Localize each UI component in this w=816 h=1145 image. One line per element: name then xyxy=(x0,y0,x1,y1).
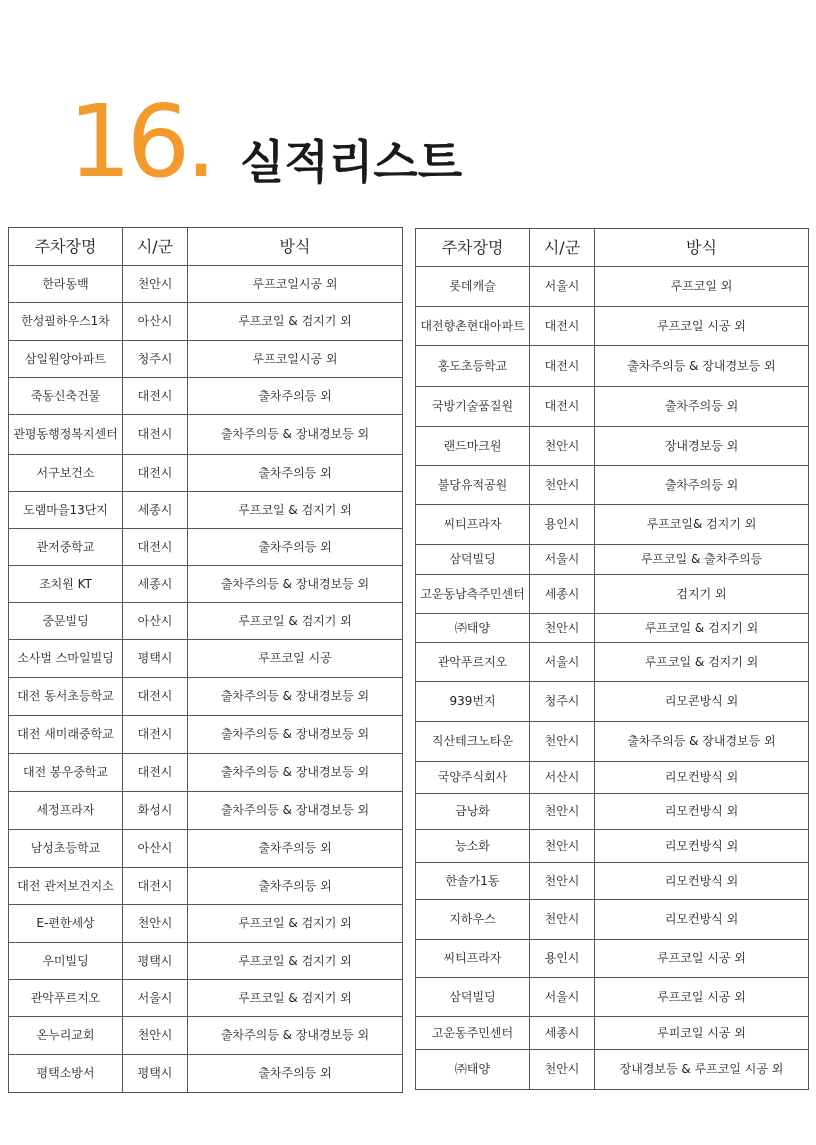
cell-method: 출차주의등 & 장내경보등 외 xyxy=(188,754,403,792)
table-row xyxy=(416,427,809,466)
cell-method: 루프코일 & 검지기 외 xyxy=(188,492,403,529)
cell-method: 루프코일& 검지기 외 xyxy=(595,505,809,545)
cell-city: 세종시 xyxy=(123,492,188,529)
cell-city: 천안시 xyxy=(530,1050,595,1090)
cell-parking-name: 남성초등학교 xyxy=(9,830,123,868)
cell-method: 출차주의등 & 장내경보등 외 xyxy=(595,722,809,762)
cell-parking-name: 관평동행정복지센터 xyxy=(9,415,123,455)
table-row xyxy=(9,868,403,905)
cell-city: 대전시 xyxy=(123,378,188,415)
page-title: 실적리스트 xyxy=(240,135,463,189)
table-row xyxy=(416,307,809,346)
table-row xyxy=(416,978,809,1017)
cell-city: 천안시 xyxy=(530,794,595,830)
cell-parking-name: 롯데캐슬 xyxy=(416,267,530,307)
table-row xyxy=(9,640,403,678)
cell-city: 천안시 xyxy=(530,830,595,863)
cell-parking-name: 관악푸르지오 xyxy=(9,980,123,1017)
table-row xyxy=(416,900,809,940)
cell-method: 장내경보등 외 xyxy=(595,427,809,466)
cell-city: 평택시 xyxy=(123,943,188,980)
cell-city: 천안시 xyxy=(530,466,595,505)
cell-method: 출차주의등 외 xyxy=(595,466,809,505)
cell-method: 루프코일 시공 외 xyxy=(595,978,809,1017)
cell-method: 출차주의등 & 장내경보등 외 xyxy=(188,1017,403,1055)
cell-city: 천안시 xyxy=(530,863,595,900)
column-header-parking-name: 주차장명 xyxy=(9,228,123,266)
cell-method: 출차주의등 외 xyxy=(188,455,403,492)
cell-city: 천안시 xyxy=(530,722,595,762)
cell-parking-name: ㈜태양 xyxy=(416,1050,530,1090)
cell-method: 출차주의등 & 장내경보등 외 xyxy=(595,346,809,387)
cell-method: 루프코일 시공 외 xyxy=(595,940,809,978)
cell-city: 아산시 xyxy=(123,603,188,640)
table-row xyxy=(416,575,809,614)
results-table-right xyxy=(415,228,809,1090)
column-header-parking-name: 주차장명 xyxy=(416,229,530,267)
cell-city: 아산시 xyxy=(123,830,188,868)
cell-parking-name: 국양주식회사 xyxy=(416,762,530,794)
cell-city: 천안시 xyxy=(123,905,188,943)
cell-city: 대전시 xyxy=(123,868,188,905)
table-row xyxy=(416,545,809,575)
table-row xyxy=(9,603,403,640)
cell-method: 루프코일 시공 외 xyxy=(595,307,809,346)
cell-parking-name: 조치원 KT xyxy=(9,566,123,603)
table-row xyxy=(9,1055,403,1093)
cell-parking-name: 씨티프라자 xyxy=(416,940,530,978)
column-header-method: 방식 xyxy=(188,228,403,266)
cell-method: 루프코일 & 검지기 외 xyxy=(188,603,403,640)
cell-method: 리모컨방식 외 xyxy=(595,900,809,940)
table-row xyxy=(9,792,403,830)
cell-city: 대전시 xyxy=(530,346,595,387)
table-row xyxy=(416,830,809,863)
cell-city: 대전시 xyxy=(123,415,188,455)
table-row xyxy=(416,505,809,545)
cell-city: 세종시 xyxy=(530,1017,595,1050)
cell-parking-name: 씨티프라자 xyxy=(416,505,530,545)
cell-method: 루프코일 & 출차주의등 xyxy=(595,545,809,575)
table-row xyxy=(9,415,403,455)
cell-city: 청주시 xyxy=(123,341,188,378)
cell-parking-name: 고운동주민센터 xyxy=(416,1017,530,1050)
cell-method: 출차주의등 외 xyxy=(188,529,403,566)
table-row xyxy=(9,341,403,378)
table-row xyxy=(416,267,809,307)
cell-parking-name: 관악푸르지오 xyxy=(416,643,530,682)
cell-city: 대전시 xyxy=(123,529,188,566)
table-row xyxy=(9,980,403,1017)
cell-method: 장내경보등 & 루프코일 시공 외 xyxy=(595,1050,809,1090)
cell-city: 용인시 xyxy=(530,505,595,545)
cell-method: 출차주의등 & 장내경보등 외 xyxy=(188,792,403,830)
cell-parking-name: 939번지 xyxy=(416,682,530,722)
table-row xyxy=(416,682,809,722)
cell-parking-name: 대전향촌현대아파트 xyxy=(416,307,530,346)
cell-city: 천안시 xyxy=(530,614,595,643)
cell-city: 청주시 xyxy=(530,682,595,722)
cell-parking-name: 한솔가1동 xyxy=(416,863,530,900)
cell-city: 세종시 xyxy=(123,566,188,603)
cell-parking-name: 서구보건소 xyxy=(9,455,123,492)
cell-parking-name: 도램마을13단지 xyxy=(9,492,123,529)
column-header-method: 방식 xyxy=(595,229,809,267)
cell-parking-name: 능소화 xyxy=(416,830,530,863)
cell-city: 대전시 xyxy=(530,387,595,427)
table-row xyxy=(416,1017,809,1050)
cell-city: 용인시 xyxy=(530,940,595,978)
table-row xyxy=(416,863,809,900)
cell-city: 천안시 xyxy=(123,1017,188,1055)
cell-city: 평택시 xyxy=(123,640,188,678)
cell-parking-name: 대전 새미래중학교 xyxy=(9,716,123,754)
cell-method: 리모콘방식 외 xyxy=(595,682,809,722)
table-row xyxy=(416,614,809,643)
cell-city: 서울시 xyxy=(530,545,595,575)
cell-parking-name: 온누리교회 xyxy=(9,1017,123,1055)
table-row xyxy=(9,378,403,415)
cell-method: 루피코일 시공 외 xyxy=(595,1017,809,1050)
table-row xyxy=(9,830,403,868)
cell-city: 대전시 xyxy=(123,716,188,754)
cell-method: 루프코일 & 검지기 외 xyxy=(595,643,809,682)
cell-parking-name: 삼덕빌딩 xyxy=(416,545,530,575)
cell-city: 대전시 xyxy=(123,754,188,792)
results-table-left xyxy=(8,227,403,1093)
cell-parking-name: 국방기술품질원 xyxy=(416,387,530,427)
table-row xyxy=(416,1050,809,1090)
table-row xyxy=(416,387,809,427)
cell-parking-name: 평택소방서 xyxy=(9,1055,123,1093)
cell-parking-name: 대전 동서초등학교 xyxy=(9,678,123,716)
table-row xyxy=(9,266,403,303)
table-row xyxy=(9,905,403,943)
cell-method: 출차주의등 외 xyxy=(188,1055,403,1093)
cell-parking-name: 소사벌 스마일빌딩 xyxy=(9,640,123,678)
table-row xyxy=(9,943,403,980)
table-row xyxy=(9,678,403,716)
cell-method: 루프코일 & 검지기 외 xyxy=(188,943,403,980)
cell-method: 루프코일 시공 xyxy=(188,640,403,678)
cell-city: 아산시 xyxy=(123,303,188,341)
cell-parking-name: 대전 관저보건지소 xyxy=(9,868,123,905)
cell-city: 천안시 xyxy=(123,266,188,303)
table-row xyxy=(9,1017,403,1055)
cell-city: 천안시 xyxy=(530,427,595,466)
cell-city: 세종시 xyxy=(530,575,595,614)
cell-method: 리모컨방식 외 xyxy=(595,794,809,830)
table-header-row xyxy=(416,229,809,267)
cell-method: 출차주의등 외 xyxy=(595,387,809,427)
cell-method: 루프코일 & 검지기 외 xyxy=(188,905,403,943)
cell-parking-name: 홍도초등학교 xyxy=(416,346,530,387)
cell-parking-name: 한라동백 xyxy=(9,266,123,303)
cell-parking-name: 지하우스 xyxy=(416,900,530,940)
table-row xyxy=(416,794,809,830)
cell-parking-name: 삼덕빌딩 xyxy=(416,978,530,1017)
cell-method: 출차주의등 & 장내경보등 외 xyxy=(188,716,403,754)
table-row xyxy=(9,529,403,566)
cell-city: 화성시 xyxy=(123,792,188,830)
cell-parking-name: 세정프라자 xyxy=(9,792,123,830)
page-number: 16. xyxy=(68,83,213,200)
cell-city: 서울시 xyxy=(530,643,595,682)
cell-method: 리모컨방식 외 xyxy=(595,830,809,863)
table-row xyxy=(416,762,809,794)
cell-method: 출차주의등 외 xyxy=(188,830,403,868)
cell-method: 루프코일 & 검지기 외 xyxy=(188,980,403,1017)
cell-city: 대전시 xyxy=(123,455,188,492)
cell-city: 서산시 xyxy=(530,762,595,794)
cell-parking-name: 삼일원앙아파트 xyxy=(9,341,123,378)
table-row xyxy=(9,492,403,529)
cell-method: 루프코일 외 xyxy=(595,267,809,307)
cell-method: 출차주의등 & 장내경보등 외 xyxy=(188,566,403,603)
cell-method: 루프코일시공 외 xyxy=(188,341,403,378)
cell-city: 평택시 xyxy=(123,1055,188,1093)
cell-method: 리모컨방식 외 xyxy=(595,863,809,900)
cell-parking-name: 직산테크노타운 xyxy=(416,722,530,762)
cell-method: 출차주의등 외 xyxy=(188,868,403,905)
cell-city: 대전시 xyxy=(530,307,595,346)
cell-city: 천안시 xyxy=(530,900,595,940)
cell-city: 서울시 xyxy=(123,980,188,1017)
table-row xyxy=(9,754,403,792)
cell-method: 루프코일 & 검지기 외 xyxy=(595,614,809,643)
column-header-city: 시/군 xyxy=(530,229,595,267)
table-row xyxy=(416,643,809,682)
cell-method: 출차주의등 외 xyxy=(188,378,403,415)
cell-parking-name: 대전 봉우중학교 xyxy=(9,754,123,792)
cell-parking-name: E-편한세상 xyxy=(9,905,123,943)
cell-parking-name: 금낭화 xyxy=(416,794,530,830)
cell-method: 출차주의등 & 장내경보등 외 xyxy=(188,415,403,455)
cell-city: 대전시 xyxy=(123,678,188,716)
cell-method: 리모컨방식 외 xyxy=(595,762,809,794)
cell-city: 서울시 xyxy=(530,267,595,307)
table-row xyxy=(416,940,809,978)
cell-parking-name: 불당유적공원 xyxy=(416,466,530,505)
table-row xyxy=(416,722,809,762)
cell-city: 서울시 xyxy=(530,978,595,1017)
cell-parking-name: 한성필하우스1차 xyxy=(9,303,123,341)
table-row xyxy=(9,716,403,754)
table-row xyxy=(416,466,809,505)
cell-method: 검지기 외 xyxy=(595,575,809,614)
table-row xyxy=(9,303,403,341)
cell-parking-name: 중문빌딩 xyxy=(9,603,123,640)
cell-parking-name: 랜드마크원 xyxy=(416,427,530,466)
cell-parking-name: ㈜태양 xyxy=(416,614,530,643)
cell-parking-name: 죽동신축건물 xyxy=(9,378,123,415)
cell-parking-name: 우미빌딩 xyxy=(9,943,123,980)
cell-method: 루프코일시공 외 xyxy=(188,266,403,303)
cell-parking-name: 고운동남측주민센터 xyxy=(416,575,530,614)
table-header-row xyxy=(9,228,403,266)
cell-parking-name: 관저중학교 xyxy=(9,529,123,566)
cell-method: 출차주의등 & 장내경보등 외 xyxy=(188,678,403,716)
column-header-city: 시/군 xyxy=(123,228,188,266)
cell-method: 루프코일 & 검지기 외 xyxy=(188,303,403,341)
table-row xyxy=(416,346,809,387)
table-row xyxy=(9,455,403,492)
table-row xyxy=(9,566,403,603)
